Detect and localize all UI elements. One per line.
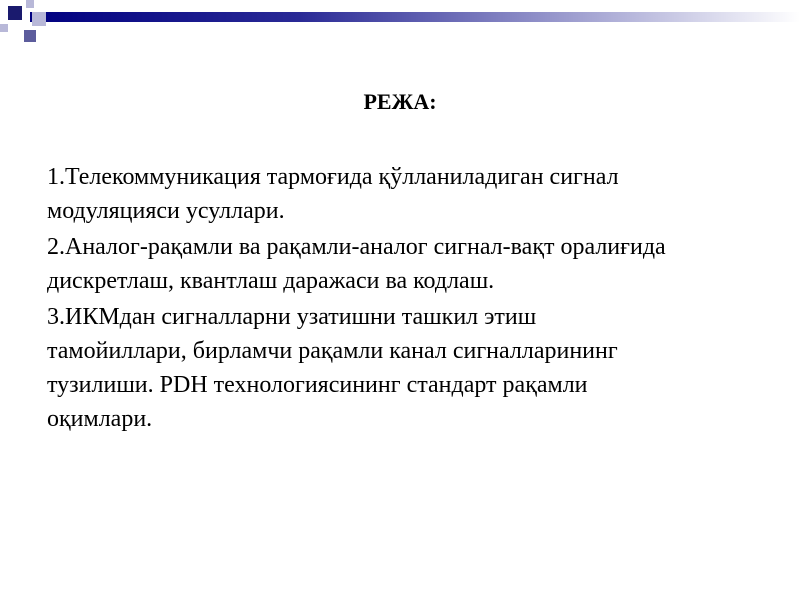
- outline-item-1: [47, 160, 767, 228]
- outline-list: [47, 160, 767, 438]
- outline-item-2: [47, 230, 767, 298]
- square-center: [32, 12, 46, 26]
- outline-item-3-line-2: тамойиллари, бирламчи рақамли канал сигналларининг: [47, 338, 618, 364]
- square-left: [0, 24, 8, 32]
- outline-item-2-line-2: дискретлаш, квантлаш даражаси ва кодлаш.: [47, 268, 495, 294]
- outline-item-1-line-2: модуляцияси усуллари.: [47, 198, 285, 224]
- outline-item-2-line-1: 2.Аналог-рақамли ва рақамли-аналог сигнал-вақт оралиғида: [47, 234, 666, 260]
- square-bottom: [24, 30, 36, 42]
- square-top-left: [8, 6, 22, 20]
- outline-item-3-line-3: тузилиши. PDH технологиясининг стандарт рақамли: [47, 372, 588, 398]
- outline-item-3: [47, 300, 767, 436]
- outline-item-3-line-1: 3.ИКМдан сигналларни узатишни ташкил этиш: [47, 304, 537, 330]
- slide-title: РЕЖА:: [363, 89, 437, 114]
- gradient-bar: [30, 12, 800, 22]
- outline-item-1-line-1: 1.Телекоммуникация тармоғида қўлланиладиган сигнал: [47, 164, 619, 190]
- outline-item-3-line-4: оқимлари.: [47, 406, 153, 432]
- header-decoration: [0, 0, 800, 60]
- square-top-mid: [26, 0, 34, 8]
